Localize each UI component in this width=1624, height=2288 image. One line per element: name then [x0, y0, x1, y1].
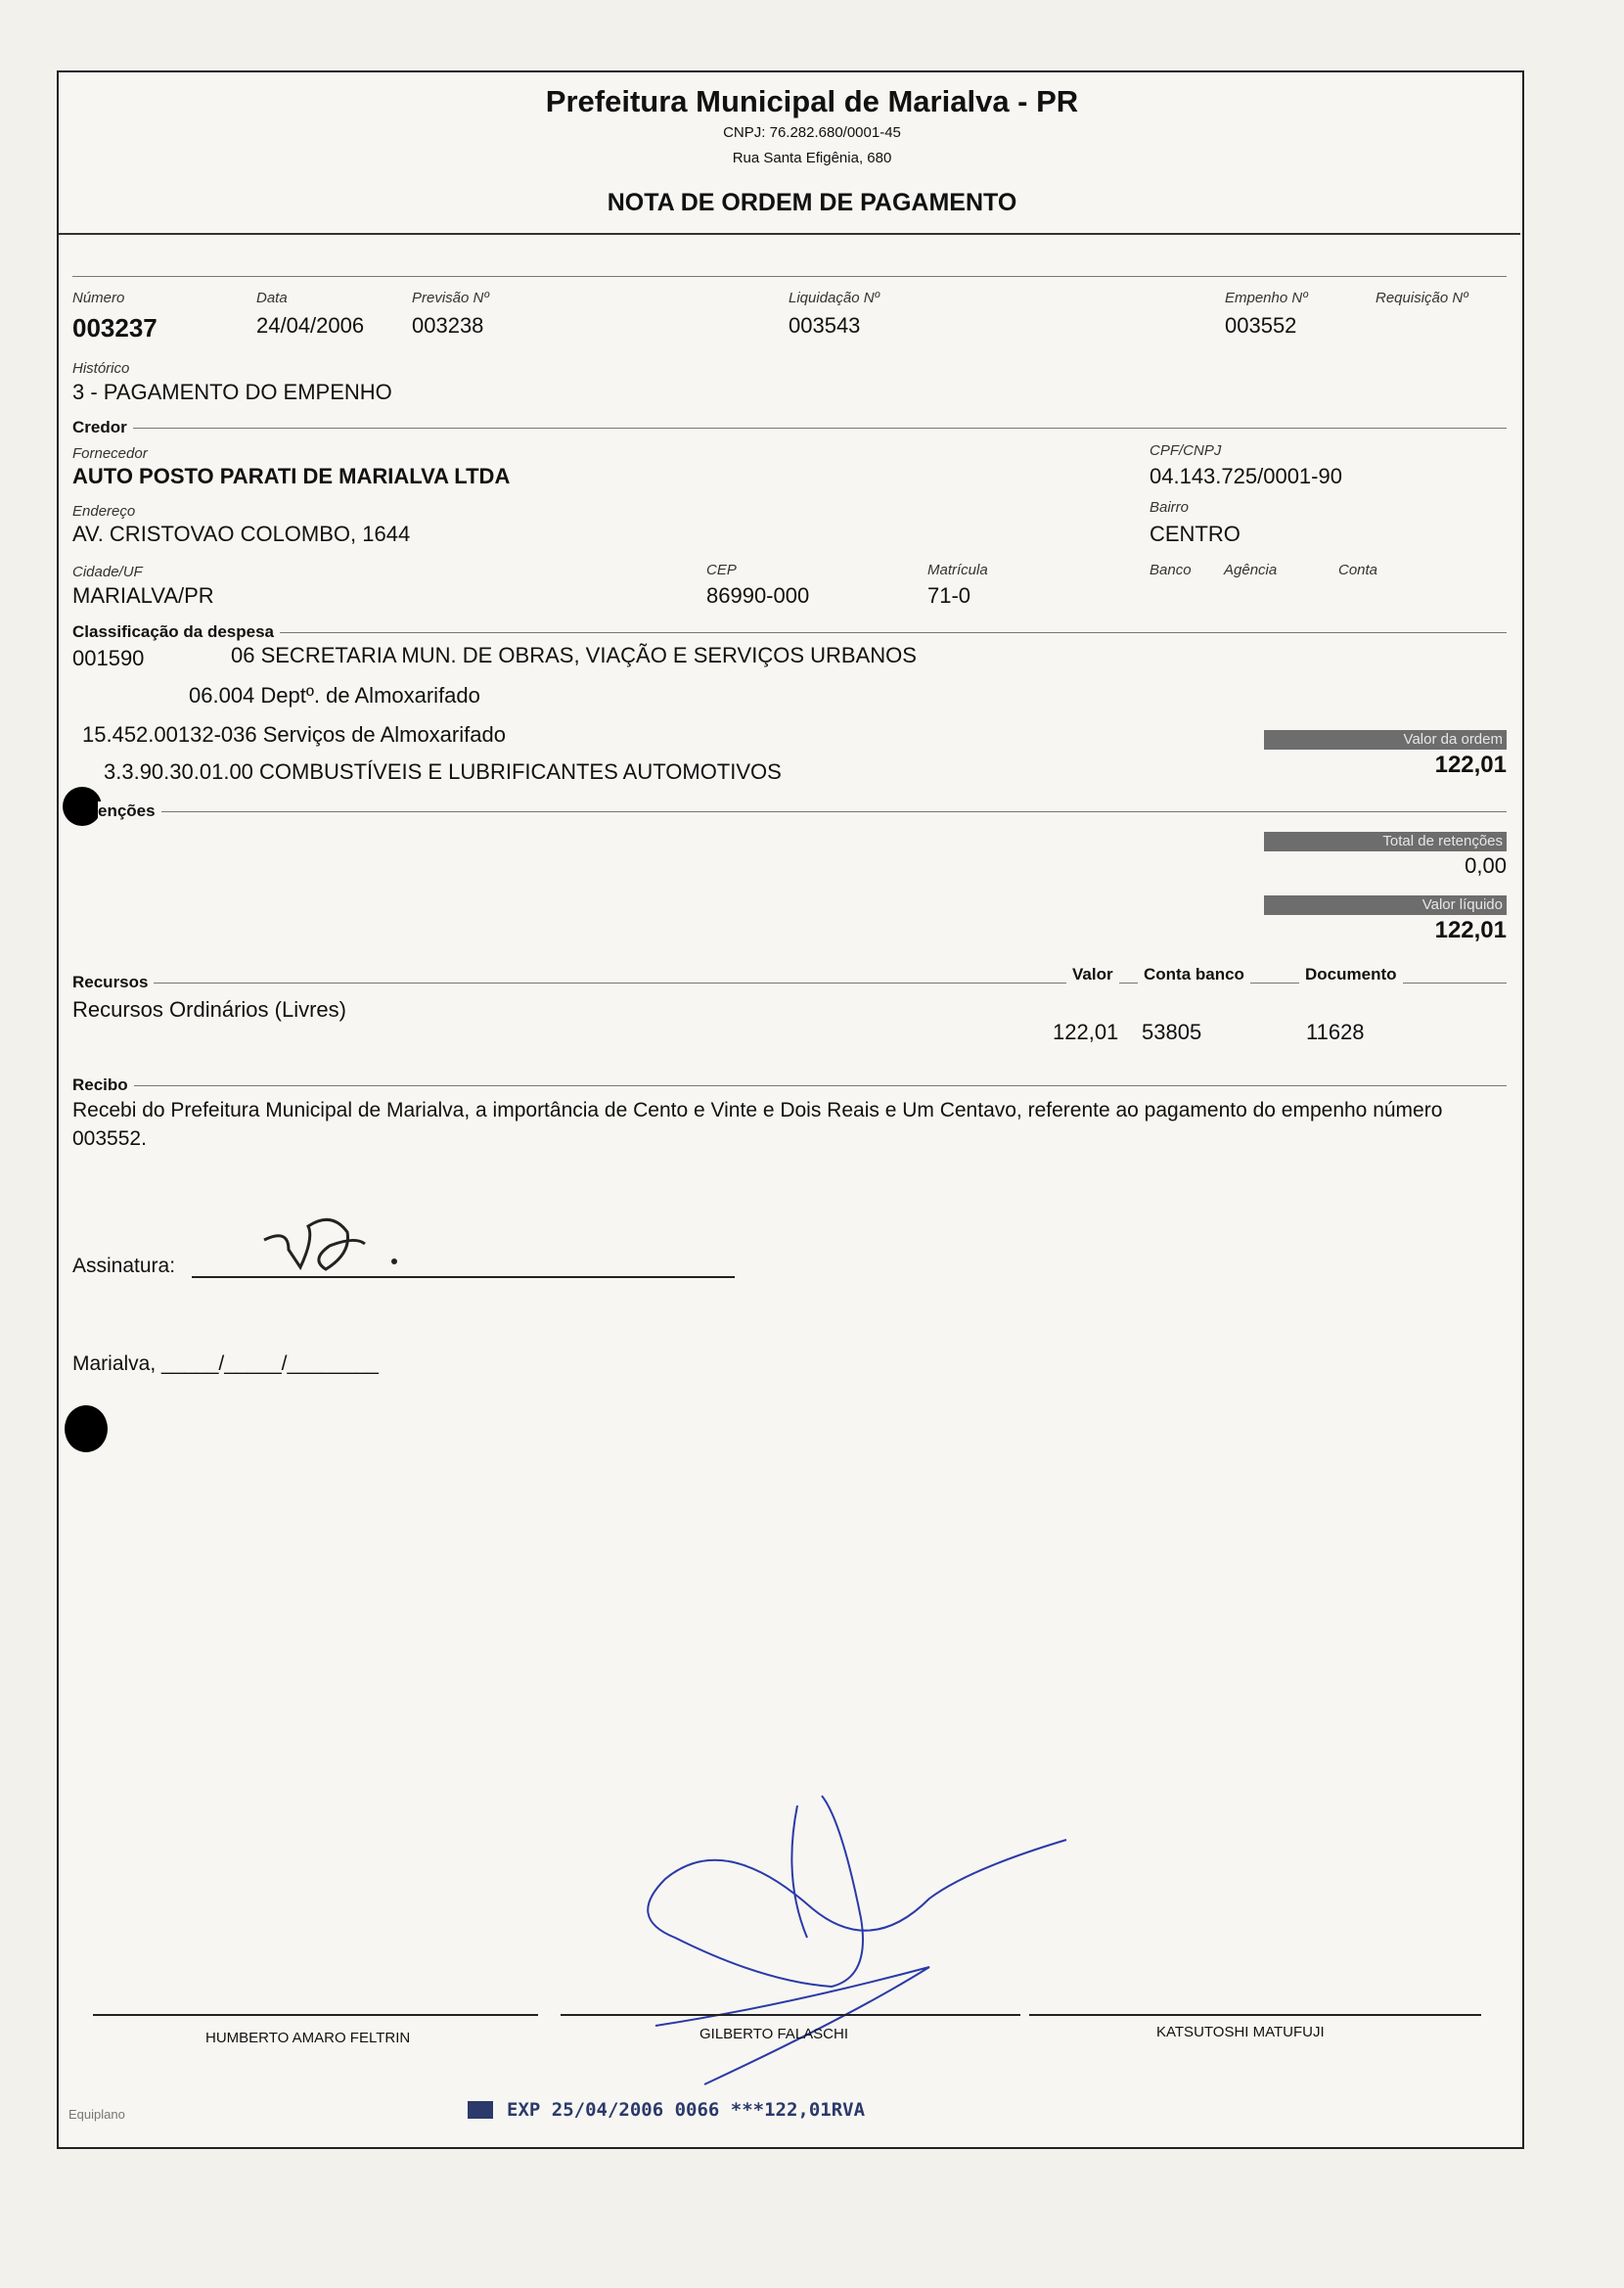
cidade-label: Cidade/UF [72, 564, 143, 580]
footer-brand: Equiplano [68, 2107, 125, 2122]
historico-value: 3 - PAGAMENTO DO EMPENHO [72, 380, 392, 404]
assinatura-label: Assinatura: [72, 1255, 176, 1277]
valor-liquido-value: 122,01 [1434, 917, 1507, 943]
data-value: 24/04/2006 [256, 313, 365, 338]
recursos-conta: 53805 [1142, 1020, 1202, 1044]
punch-hole-bottom [65, 1405, 108, 1452]
numero-value: 003237 [72, 313, 158, 343]
recursos-valor-label: Valor [1066, 965, 1119, 984]
endereco-label: Endereço [72, 503, 136, 520]
classificacao-code: 001590 [72, 646, 145, 670]
numero-label: Número [72, 290, 125, 306]
classificacao-section-label: Classificação da despesa [72, 622, 280, 642]
retencoes-section-label: enções [98, 801, 161, 821]
footer-stamp-icon [468, 2101, 493, 2119]
credor-section-label: Credor [72, 418, 133, 437]
recursos-descricao: Recursos Ordinários (Livres) [72, 997, 346, 1022]
signature-line-1 [93, 2014, 538, 2016]
cep-label: CEP [706, 562, 737, 578]
cep-value: 86990-000 [706, 583, 810, 608]
recursos-conta-label: Conta banco [1138, 965, 1250, 984]
endereco-value: AV. CRISTOVAO COLOMBO, 1644 [72, 522, 411, 546]
classificacao-elemento: 3.3.90.30.01.00 COMBUSTÍVEIS E LUBRIFICANTES AUTOMOTIVOS [104, 759, 782, 784]
recursos-valor: 122,01 [1053, 1020, 1119, 1044]
banco-label: Banco [1150, 562, 1192, 578]
local-date: Marialva, _____/_____/________ [72, 1352, 379, 1375]
total-retencoes-value: 0,00 [1465, 853, 1507, 878]
handwritten-signature-small [249, 1199, 416, 1287]
signature-line-3 [1029, 2014, 1481, 2016]
matricula-value: 71-0 [927, 583, 971, 608]
header-title: Prefeitura Municipal de Marialva - PR [545, 84, 1079, 118]
bairro-label: Bairro [1150, 499, 1190, 516]
header-divider [59, 233, 1520, 235]
empenho-label: Empenho Nº [1225, 290, 1308, 306]
classificacao-unidade: 06.004 Deptº. de Almoxarifado [189, 683, 480, 708]
total-retencoes-label: Total de retenções [1264, 832, 1507, 851]
fornecedor-value: AUTO POSTO PARATI DE MARIALVA LTDA [72, 464, 511, 488]
header-cnpj: CNPJ: 76.282.680/0001-45 [723, 124, 901, 141]
valor-liquido-label: Valor líquido [1264, 895, 1507, 915]
footer-stamp: EXP 25/04/2006 0066 ***122,01RVA [507, 2099, 866, 2121]
signatory-1: HUMBERTO AMARO FELTRIN [205, 2030, 411, 2046]
classificacao-divider [72, 632, 1507, 633]
previsao-value: 003238 [412, 313, 484, 338]
header-address: Rua Santa Efigênia, 680 [732, 150, 892, 166]
classificacao-funcional: 15.452.00132-036 Serviços de Almoxarifado [82, 722, 506, 747]
historico-label: Histórico [72, 360, 130, 377]
signatory-3: KATSUTOSHI MATUFUJI [1156, 2024, 1325, 2040]
previsao-label: Previsão Nº [412, 290, 489, 306]
punch-hole-top [63, 787, 102, 826]
empenho-value: 003552 [1225, 313, 1297, 338]
data-label: Data [256, 290, 288, 306]
retencoes-divider [72, 811, 1507, 812]
ids-top-divider [72, 276, 1507, 277]
document-title: NOTA DE ORDEM DE PAGAMENTO [607, 189, 1017, 216]
recibo-divider [72, 1085, 1507, 1086]
requisicao-label: Requisição Nº [1376, 290, 1468, 306]
recibo-section-label: Recibo [72, 1075, 134, 1095]
conta-label: Conta [1338, 562, 1378, 578]
recursos-divider [72, 983, 1507, 984]
credor-divider [72, 428, 1507, 429]
liquidacao-value: 003543 [789, 313, 861, 338]
signature-line-2 [561, 2014, 1020, 2016]
bairro-value: CENTRO [1150, 522, 1241, 546]
valor-ordem-label: Valor da ordem [1264, 730, 1507, 750]
recursos-section-label: Recursos [72, 973, 154, 992]
valor-ordem-value: 122,01 [1434, 752, 1507, 778]
signatory-2: GILBERTO FALASCHI [699, 2026, 848, 2042]
agencia-label: Agência [1224, 562, 1278, 578]
recursos-documento-label: Documento [1299, 965, 1403, 984]
recibo-text: Recebi do Prefeitura Municipal de Marialva, a importância de Cento e Vinte e Dois Reais e Um Centavo, referente ao pagamento do empenho número 003552. [72, 1099, 1443, 1150]
cpf-value: 04.143.725/0001-90 [1150, 464, 1342, 488]
classificacao-orgao: 06 SECRETARIA MUN. DE OBRAS, VIAÇÃO E SERVIÇOS URBANOS [231, 643, 917, 667]
cidade-value: MARIALVA/PR [72, 583, 214, 608]
handwritten-signature-large [636, 1791, 1096, 2124]
liquidacao-label: Liquidação Nº [789, 290, 880, 306]
matricula-label: Matrícula [927, 562, 988, 578]
cpf-label: CPF/CNPJ [1150, 442, 1222, 459]
fornecedor-label: Fornecedor [72, 445, 148, 462]
recursos-documento: 11628 [1306, 1020, 1365, 1044]
